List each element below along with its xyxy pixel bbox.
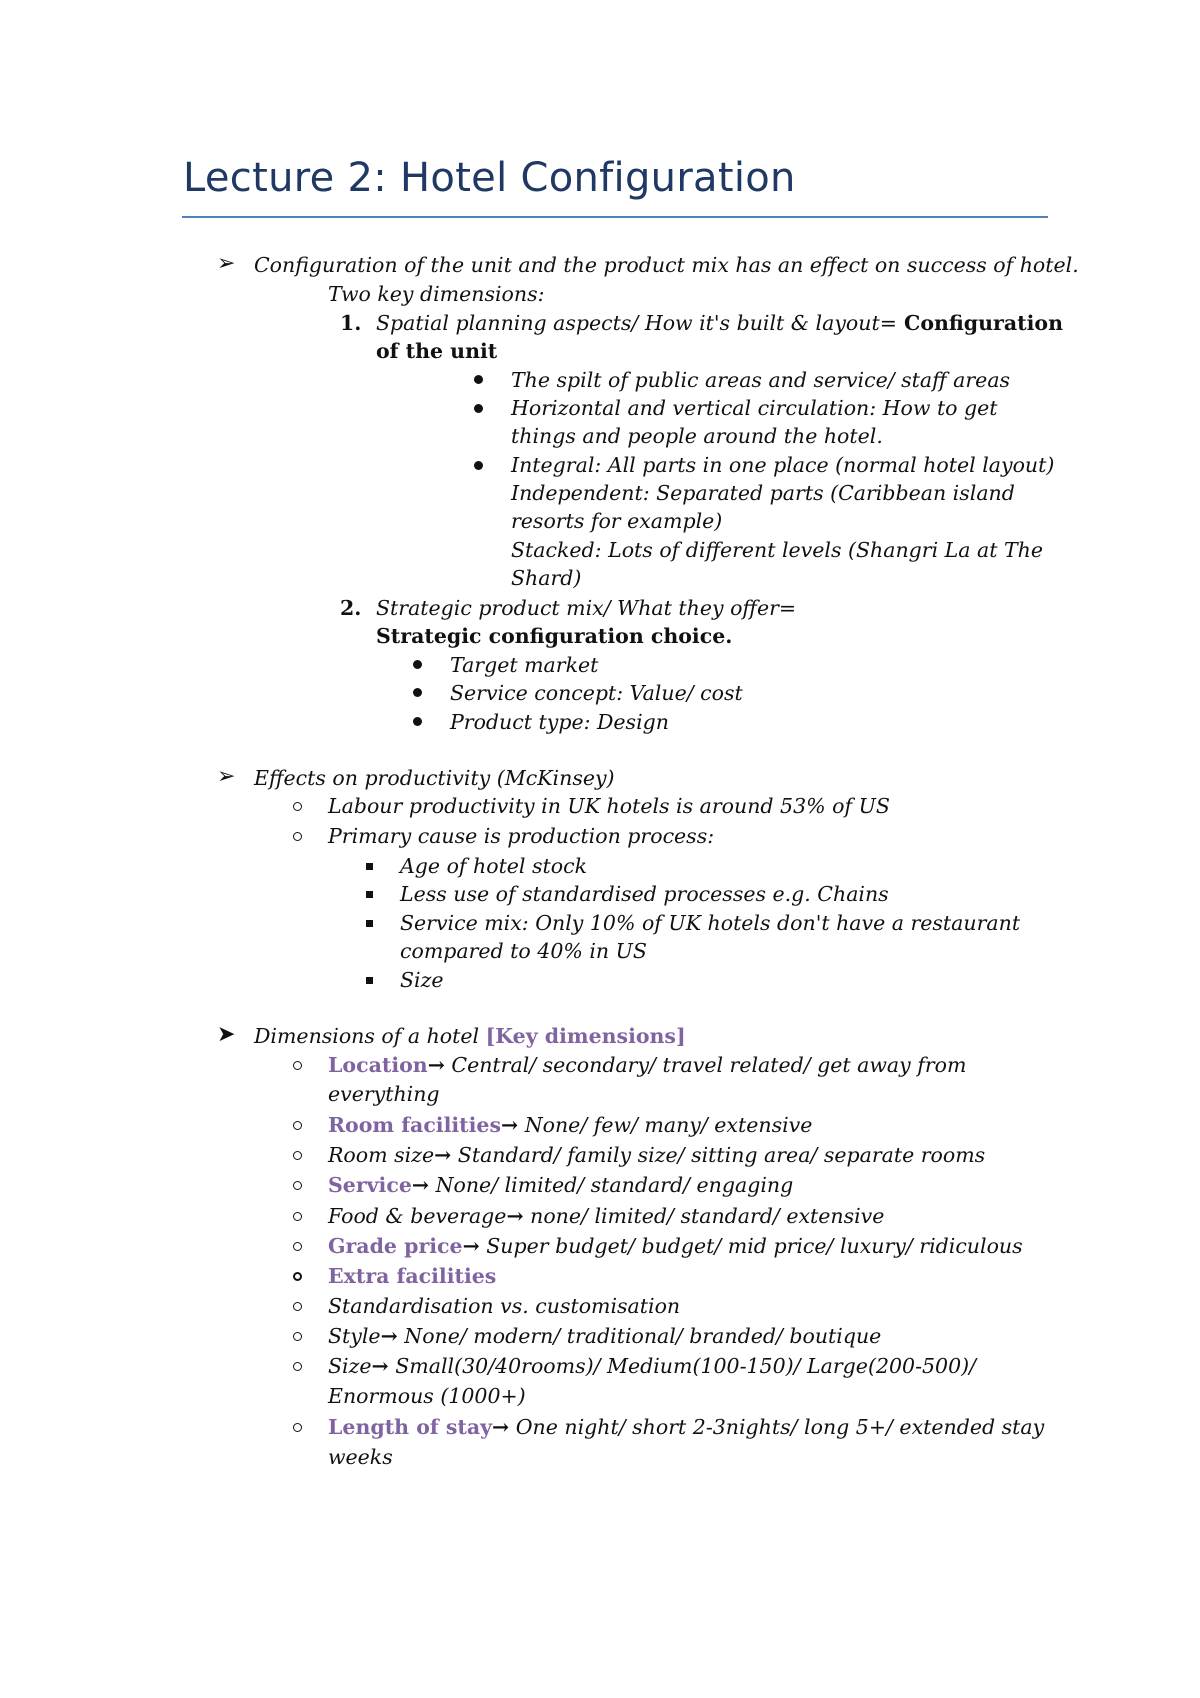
section2-point-1: Labour productivity in UK hotels is around 53% of US (328, 794, 890, 818)
item2-bold: Strategic configuration choice. (376, 624, 733, 648)
item1-bullet-3-cont-d: Shard) (511, 566, 582, 590)
item1-bullet-3: Integral: All parts in one place (normal hotel layout) (511, 453, 1055, 477)
dimension-standardisation: Standardisation vs. customisation (328, 1294, 681, 1318)
section2-cause-1: Age of hotel stock (400, 854, 588, 878)
dimension-style (328, 1322, 881, 1350)
item2-bullet-2: Service concept: Value/ cost (450, 681, 743, 705)
arrow-icon: → (380, 1324, 398, 1348)
bullet-circle-icon (293, 1423, 302, 1432)
arrow-icon: → (501, 1113, 519, 1137)
title-underline (182, 216, 1048, 218)
bullet-square-icon (366, 920, 373, 927)
page-title: Lecture 2: Hotel Configuration (183, 155, 796, 201)
section2-cause-3: Service mix: Only 10% of UK hotels don't have a restaurant (400, 911, 1021, 935)
dimension-key: Room facilities (328, 1113, 501, 1137)
dimension-location (328, 1051, 966, 1079)
dimension-length-of-stay-cont: weeks (328, 1445, 393, 1469)
bullet-square-icon (366, 863, 373, 870)
bullet-square-icon (366, 977, 373, 984)
item1-bullet-3-cont-a: Independent: Separated parts (Caribbean island (511, 481, 1015, 505)
dimension-values: Central/ secondary/ travel related/ get away from (444, 1053, 967, 1077)
dimension-values: none/ limited/ standard/ extensive (523, 1204, 885, 1228)
dimension-grade-price (328, 1232, 1023, 1260)
bullet-disc-icon (474, 461, 483, 470)
bullet-disc-icon (413, 660, 422, 669)
dimension-length-of-stay (328, 1413, 1044, 1441)
dimension-location-cont: everything (328, 1082, 440, 1106)
dimension-size-cont: Enormous (1000+) (328, 1384, 526, 1408)
dimension-key: Length of stay (328, 1415, 493, 1439)
dimension-values: Super budget/ budget/ mid price/ luxury/ ridiculous (479, 1234, 1023, 1258)
dimension-values: One night/ short 2-3nights/ long 5+/ extended stay (509, 1415, 1045, 1439)
dimension-key: Service (328, 1173, 412, 1197)
bullet-circle-icon (293, 1242, 302, 1251)
item1-bullet-3-cont-c: Stacked: Lots of different levels (Shangri La at The (511, 538, 1043, 562)
bullet-circle-icon (293, 1121, 302, 1130)
item1-bullet-2: Horizontal and vertical circulation: How to get (511, 396, 998, 420)
section1-sub: Two key dimensions: (328, 282, 545, 306)
section1-intro: Configuration of the unit and the product mix has an effect on success of hotel. (254, 253, 1079, 277)
item2-bullet-1: Target market (450, 653, 599, 677)
bullet-circle-icon (293, 1151, 302, 1160)
arrow-icon: → (506, 1204, 524, 1228)
dimension-label: Size (328, 1354, 372, 1378)
bullet-circle-icon (293, 832, 302, 841)
bullet-circle-icon (293, 802, 302, 811)
item1-bold-a: Configuration (896, 311, 1063, 335)
dimension-values: Standard/ family size/ sitting area/ separate rooms (451, 1143, 986, 1167)
arrow-icon: → (434, 1143, 452, 1167)
bullet-circle-icon (293, 1061, 302, 1070)
arrow-icon: → (371, 1354, 389, 1378)
section2-heading: Effects on productivity (McKinsey) (254, 766, 615, 790)
item1-line2 (376, 337, 497, 365)
arrow-bullet-bold-icon: ➤ (217, 1022, 236, 1047)
section2-point-2: Primary cause is production process: (328, 824, 715, 848)
item2-number: 2. (340, 596, 362, 620)
dimension-label: Food & beverage (328, 1204, 507, 1228)
section2-cause-4: Size (400, 968, 444, 992)
arrow-bullet-icon: ➢ (217, 251, 236, 276)
dimension-food-beverage (328, 1202, 884, 1230)
section2-cause-3-cont: compared to 40% in US (400, 939, 647, 963)
dimension-room-facilities (328, 1111, 812, 1139)
item1-bullet-3-cont-b: resorts for example) (511, 509, 723, 533)
dimension-key: Grade price (328, 1234, 463, 1258)
bullet-disc-icon (413, 688, 422, 697)
bullet-circle-icon (293, 1212, 302, 1221)
dimension-values: None/ limited/ standard/ engaging (429, 1173, 794, 1197)
section3-heading-line (254, 1022, 686, 1050)
item1-bullet-1: The spilt of public areas and service/ staff areas (511, 368, 1011, 392)
dimension-extra-facilities (328, 1262, 496, 1290)
dimension-key: Location (328, 1053, 428, 1077)
item2-bold-line (376, 622, 732, 650)
bullet-square-icon (366, 891, 373, 898)
arrow-icon: → (462, 1234, 480, 1258)
section3-heading-tag: [Key dimensions] (485, 1024, 686, 1048)
dimension-size (328, 1352, 976, 1380)
dimension-values: Small(30/40rooms)/ Medium(100-150)/ Large(200-500)/ (388, 1354, 977, 1378)
dimension-label: Style (328, 1324, 381, 1348)
bullet-circle-icon (293, 1272, 302, 1281)
item1-line1 (376, 309, 1063, 337)
arrow-icon: → (492, 1415, 510, 1439)
bullet-disc-icon (413, 717, 422, 726)
item1-bullet-2-cont: things and people around the hotel. (511, 424, 883, 448)
item1-text: Spatial planning aspects/ How it's built & layout= (376, 311, 897, 335)
item1-bold-b: of the unit (376, 339, 498, 363)
section3-heading: Dimensions of a hotel (254, 1024, 486, 1048)
dimension-service (328, 1171, 793, 1199)
bullet-circle-icon (293, 1362, 302, 1371)
item1-number: 1. (340, 311, 362, 335)
bullet-circle-icon (293, 1332, 302, 1341)
section2-cause-2: Less use of standardised processes e.g. Chains (400, 882, 889, 906)
arrow-bullet-icon: ➢ (217, 764, 236, 789)
dimension-label: Room size (328, 1143, 435, 1167)
bullet-circle-icon (293, 1181, 302, 1190)
item2-bullet-3: Product type: Design (450, 710, 669, 734)
bullet-disc-icon (474, 375, 483, 384)
item2-text: Strategic product mix/ What they offer= (376, 596, 797, 620)
dimension-key: Extra facilities (328, 1264, 497, 1288)
arrow-icon: → (411, 1173, 430, 1197)
dimension-room-size (328, 1141, 985, 1169)
bullet-circle-icon (293, 1302, 302, 1311)
bullet-disc-icon (474, 404, 483, 413)
dimension-values: None/ few/ many/ extensive (518, 1113, 813, 1137)
dimension-values: None/ modern/ traditional/ branded/ boutique (397, 1324, 882, 1348)
arrow-icon: → (427, 1053, 445, 1077)
